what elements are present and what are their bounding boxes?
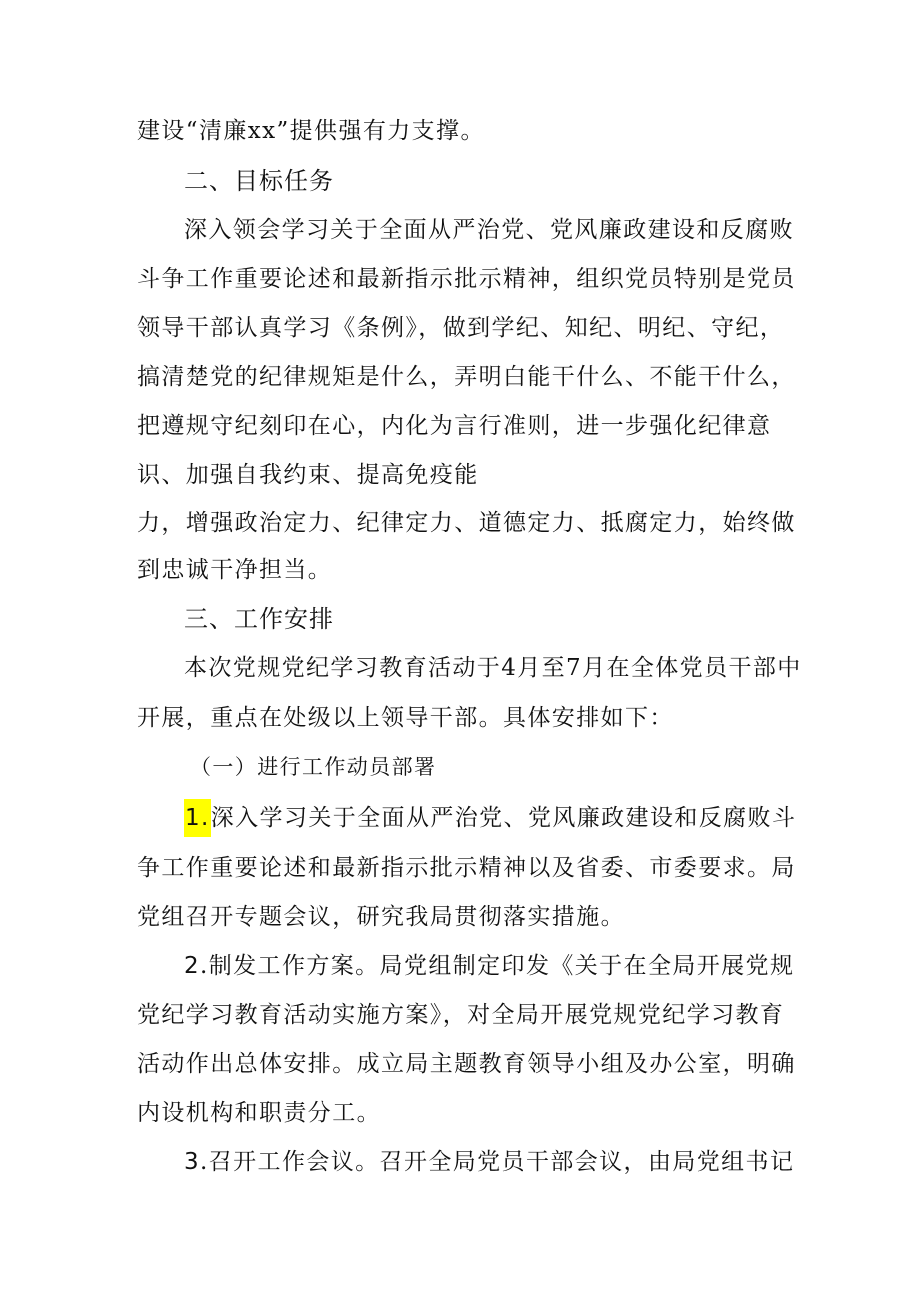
list-number: 3 bbox=[184, 1149, 201, 1175]
list-item-1-first-line bbox=[184, 803, 796, 833]
section-heading-goals: 二、目标任务 bbox=[184, 167, 334, 195]
paragraph-line: 党组召开专题会议，研究我局贯彻落实措施。 bbox=[137, 904, 625, 930]
paragraph-line: 把遵规守纪刻印在心，内化为言行准则，进一步强化纪律意 bbox=[137, 413, 772, 439]
paragraph-line: 开展，重点在处级以上领导干部。具体安排如下： bbox=[137, 705, 674, 731]
paragraph-line: 搞清楚党的纪律规矩是什么，弄明白能干什么、不能干什么， bbox=[137, 364, 796, 390]
paragraph-line: 党纪学习教育活动实施方案》，对全局开展党规党纪学习教育 bbox=[137, 1002, 785, 1028]
section-heading-arrangement: 三、工作安排 bbox=[184, 605, 334, 633]
list-item-3-first-line bbox=[184, 1147, 794, 1177]
paragraph-line: 力，增强政治定力、纪律定力、道德定力、抵腐定力，始终做 bbox=[137, 510, 796, 536]
paragraph-line: 斗争工作重要论述和最新指示批示精神，组织党员特别是党员 bbox=[137, 266, 796, 292]
highlighted-number: 1. bbox=[184, 799, 211, 837]
paragraph-line: 领导干部认真学习《条例》，做到学纪、知纪、明纪、守纪， bbox=[137, 315, 785, 341]
list-item-text: 深入学习关于全面从严治党、党风廉政建设和反腐败斗 bbox=[210, 805, 797, 831]
paragraph-line: 活动作出总体安排。成立局主题教育领导小组及办公室，明确 bbox=[137, 1051, 796, 1077]
list-item-text: .召开工作会议。召开全局党员干部会议，由局党组书记 bbox=[200, 1149, 795, 1175]
list-number: 2 bbox=[184, 953, 201, 979]
paragraph-line: 识、加强自我约束、提高免疫能 bbox=[137, 462, 479, 488]
paragraph-line: 本次党规党纪学习教育活动于4月至7月在全体党员干部中 bbox=[184, 655, 802, 681]
paragraph-line: 内设机构和职责分工。 bbox=[137, 1100, 381, 1126]
paragraph-line: 建设“清廉xx”提供强有力支撑。 bbox=[137, 118, 485, 144]
paragraph-line: 到忠诚干净担当。 bbox=[137, 557, 333, 583]
paragraph-line: 争工作重要论述和最新指示批示精神以及省委、市委要求。局 bbox=[137, 855, 796, 881]
subsection-heading: （一）进行工作动员部署 bbox=[190, 755, 437, 779]
paragraph-line: 深入领会学习关于全面从严治党、党风廉政建设和反腐败 bbox=[184, 217, 794, 243]
list-item-2-first-line bbox=[184, 951, 794, 981]
list-item-text: .制发工作方案。局党组制定印发《关于在全局开展党规 bbox=[200, 953, 795, 979]
